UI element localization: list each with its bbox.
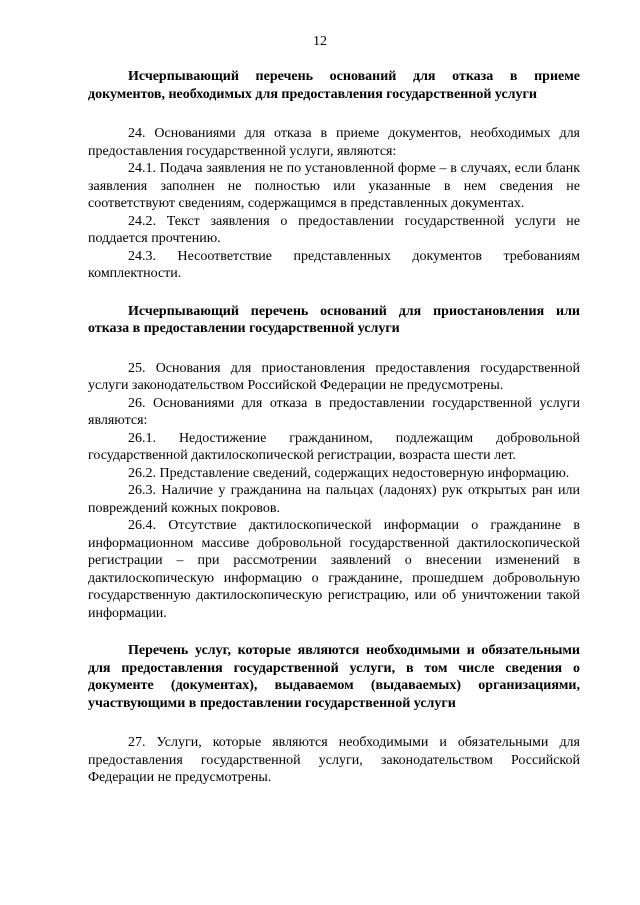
paragraph-24-1: 24.1. Подача заявления не по установленной форме – в случаях, если бланк заявления заполнен не полностью или указанные в нем сведения не соответствуют сведениям, содержащимся в представленных документах.	[88, 161, 580, 211]
section-heading-3: Перечень услуг, которые являются необходимыми и обязательными для предоставления государственной услуги, в том числе сведения о документе (документах), выдаваемом (выдаваемых) организациями, участвующими в предоставлении государственной услуги	[88, 643, 580, 711]
paragraph-26: 26. Основаниями для отказа в предоставлении государственной услуги являются:	[88, 395, 580, 428]
paragraph-26-4: 26.4. Отсутствие дактилоскопической информации о гражданине в информационном массиве добровольной государственной дактилоскопической регистрации – при рассмотрении заявлений о внесении изменений в дактилоскопическую информацию о гражданине, прошедшем добровольную государственную дактилоскопическую регистрацию, или об уничтожении такой информации.	[88, 518, 580, 621]
paragraph-24-3: 24.3. Несоответствие представленных документов требованиям комплектности.	[88, 248, 580, 281]
section-heading-2: Исчерпывающий перечень оснований для приостановления или отказа в предоставлении государственной услуги	[88, 303, 580, 336]
paragraph-24: 24. Основаниями для отказа в приеме документов, необходимых для предоставления государственной услуги, являются:	[88, 126, 580, 159]
paragraph-26-1: 26.1. Недостижение гражданином, подлежащим добровольной государственной дактилоскопической регистрации, возраста шести лет.	[88, 430, 580, 463]
page-number: 12	[313, 34, 327, 49]
paragraph-26-3: 26.3. Наличие у гражданина на пальцах (ладонях) рук открытых ран или повреждений кожных покровов.	[88, 483, 580, 516]
section-heading-1: Исчерпывающий перечень оснований для отказа в приеме документов, необходимых для предоставления государственной услуги	[88, 69, 580, 102]
paragraph-25: 25. Основания для приостановления предоставления государственной услуги законодательством Российской Федерации не предусмотрены.	[88, 360, 580, 393]
paragraph-24-2: 24.2. Текст заявления о предоставлении государственной услуги не поддается прочтению.	[88, 213, 580, 246]
paragraph-26-2: 26.2. Представление сведений, содержащих недостоверную информацию.	[128, 465, 570, 481]
document-body	[88, 68, 580, 787]
paragraph-27: 27. Услуги, которые являются необходимыми и обязательными для предоставления государственной услуги, законодательством Российской Федерации не предусмотрены.	[88, 735, 580, 785]
